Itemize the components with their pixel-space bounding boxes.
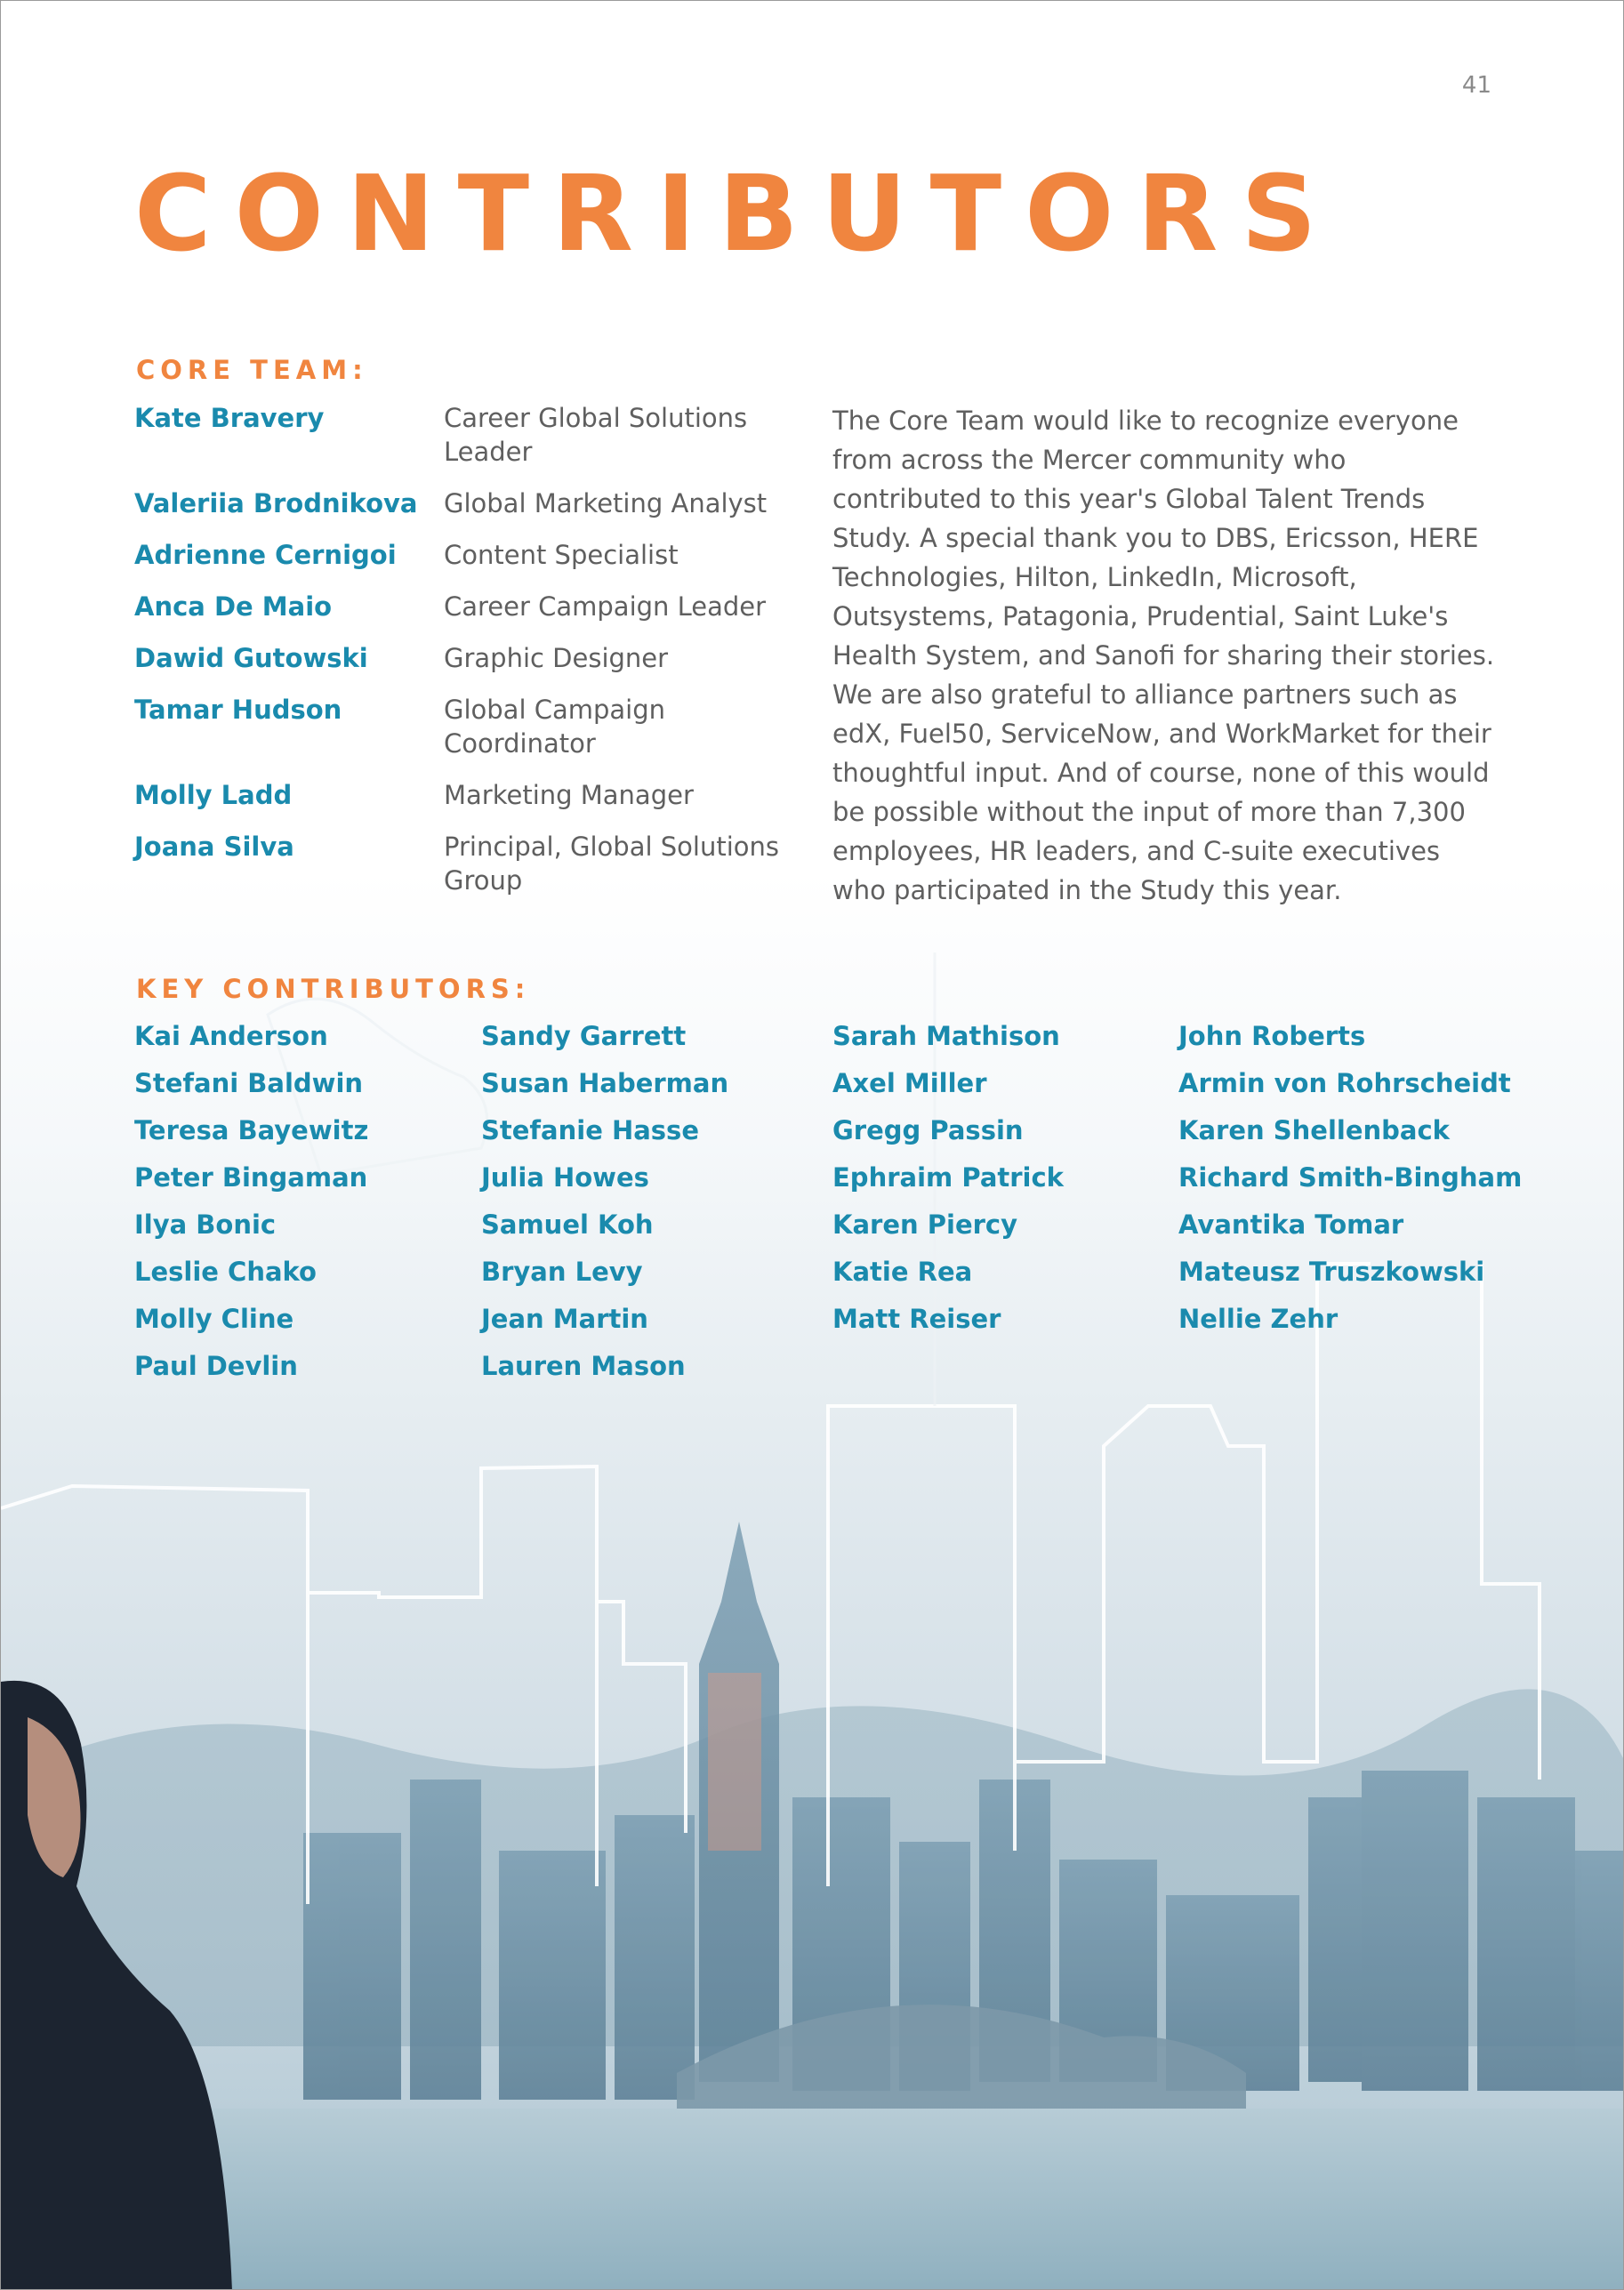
contributor-name: Peter Bingaman — [134, 1162, 368, 1193]
contributor-name: Axel Miller — [832, 1068, 987, 1098]
contributor-name: Gregg Passin — [832, 1115, 1024, 1145]
contributor-name: Stefanie Hasse — [481, 1115, 699, 1145]
member-name: Adrienne Cernigoi — [134, 540, 397, 570]
member-role: Global Marketing Analyst — [444, 488, 768, 518]
contributor-name: Susan Haberman — [481, 1068, 729, 1098]
key-contributors-heading: KEY CONTRIBUTORS: — [136, 974, 531, 1004]
contributor-name: Stefani Baldwin — [134, 1068, 364, 1098]
member-role: Marketing Manager — [444, 780, 694, 810]
contributor-name: Bryan Levy — [481, 1257, 643, 1287]
page-title: CONTRIBUTORS — [134, 152, 1340, 275]
member-role: Career Campaign Leader — [444, 591, 767, 622]
page-number: 41 — [1461, 72, 1491, 99]
member-name: Tamar Hudson — [134, 695, 342, 725]
contributor-name: Ephraim Patrick — [832, 1162, 1064, 1193]
contributor-name: Julia Howes — [481, 1162, 649, 1193]
contributor-name: Nellie Zehr — [1178, 1304, 1339, 1334]
member-name: Valeriia Brodnikova — [134, 488, 418, 518]
member-name: Molly Ladd — [134, 780, 293, 810]
core-team-member — [134, 778, 792, 812]
core-team-list — [134, 401, 792, 915]
contributor-name: Molly Cline — [134, 1304, 294, 1334]
contributor-name: Sandy Garrett — [481, 1021, 687, 1051]
member-role: Principal, Global Solutions Group — [444, 832, 779, 896]
key-contributors-column-3 — [832, 1019, 1179, 1349]
contributor-name: Leslie Chako — [134, 1257, 317, 1287]
acknowledgement-paragraph: The Core Team would like to recognize everyone from across the Mercer community who contributed to this year's Global Talent Trends Study. A special thank you to DBS, Ericsson, HERE Technologies, Hilton, LinkedIn, Microsoft, Outsystems, Patagonia, Prudential, Saint Luke's Health System, and Sanofi for sharing their stories. We are also grateful to alliance partners such as edX, Fuel50, ServiceNow, and WorkMarket for their thoughtful input. And of course, none of this would be possible without the input of more than 7,300 employees, HR leaders, and C-suite executives who participated in the Study this year. — [832, 406, 1495, 905]
contributor-name: Armin von Rohrscheidt — [1178, 1068, 1511, 1098]
core-team-heading: CORE TEAM: — [136, 355, 368, 385]
core-team-member — [134, 401, 792, 469]
member-role: Graphic Designer — [444, 643, 669, 673]
core-team-member — [134, 693, 792, 760]
contributor-name: Paul Devlin — [134, 1351, 298, 1381]
contributor-name: John Roberts — [1178, 1021, 1366, 1051]
contributor-name: Teresa Bayewitz — [134, 1115, 369, 1145]
core-team-member — [134, 590, 792, 623]
member-role: Career Global Solutions Leader — [444, 403, 748, 467]
contributor-name: Karen Piercy — [832, 1209, 1018, 1240]
member-name: Anca De Maio — [134, 591, 333, 622]
core-team-member — [134, 486, 792, 520]
core-team-member — [134, 830, 792, 897]
contributor-name: Ilya Bonic — [134, 1209, 277, 1240]
member-role: Content Specialist — [444, 540, 679, 570]
key-contributors-column-4 — [1178, 1019, 1525, 1349]
contributor-name: Matt Reiser — [832, 1304, 1001, 1334]
contributor-name: Avantika Tomar — [1178, 1209, 1404, 1240]
member-name: Joana Silva — [134, 832, 294, 862]
contributor-name: Kai Anderson — [134, 1021, 328, 1051]
core-team-member — [134, 641, 792, 675]
contributor-name: Mateusz Truszkowski — [1178, 1257, 1485, 1287]
contributor-name: Jean Martin — [481, 1304, 648, 1334]
contributor-name: Lauren Mason — [481, 1351, 686, 1381]
member-name: Kate Bravery — [134, 403, 325, 433]
member-role: Global Campaign Coordinator — [444, 695, 666, 759]
core-team-member — [134, 538, 792, 572]
key-contributors-column-2 — [481, 1019, 828, 1396]
member-name: Dawid Gutowski — [134, 643, 368, 673]
contributor-name: Samuel Koh — [481, 1209, 654, 1240]
key-contributors-column-1 — [134, 1019, 481, 1396]
contributor-name: Sarah Mathison — [832, 1021, 1060, 1051]
contributor-name: Karen Shellenback — [1178, 1115, 1450, 1145]
contributor-name: Katie Rea — [832, 1257, 973, 1287]
contributor-name: Richard Smith-Bingham — [1178, 1162, 1523, 1193]
